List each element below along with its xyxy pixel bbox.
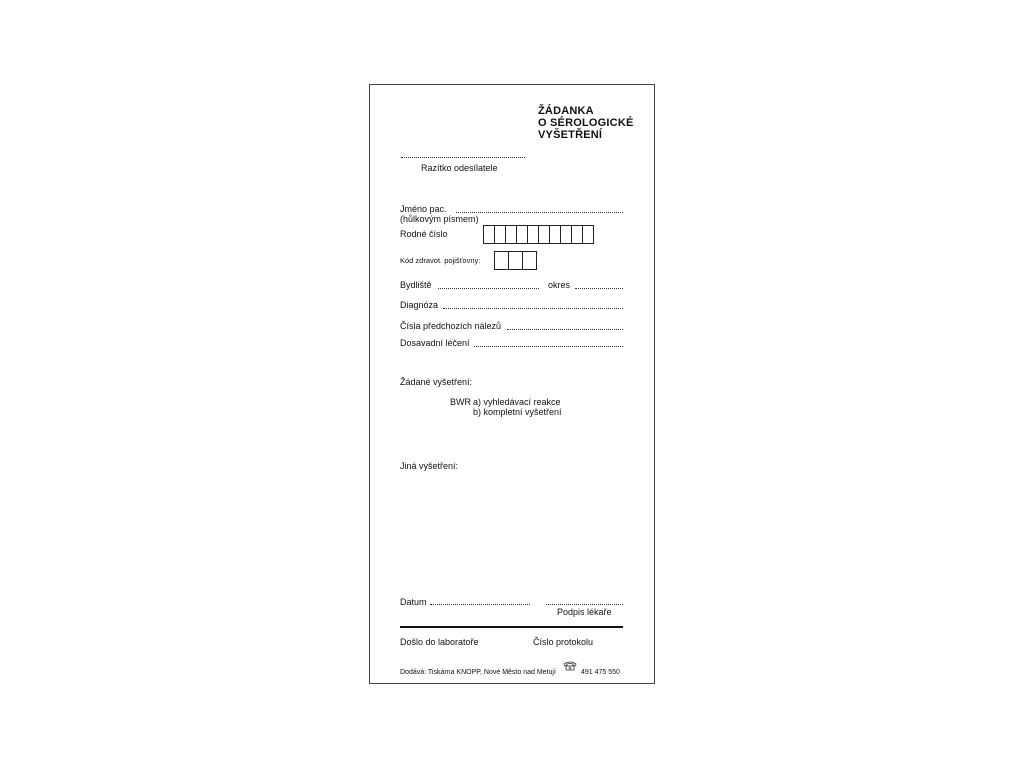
phone-number: 491 475 550 xyxy=(581,669,620,676)
serology-request-form xyxy=(369,84,655,684)
current-treatment-field[interactable] xyxy=(474,346,623,347)
bwr-option-a[interactable]: a) vyhledávací reakce xyxy=(473,397,561,407)
form-title-line-2: O SÉROLOGICKÉ xyxy=(538,117,634,129)
date-label: Datum xyxy=(400,597,427,607)
stamp-line xyxy=(401,157,525,158)
form-title xyxy=(538,105,634,141)
patient-name-hint: (hůlkovým písmem) xyxy=(400,214,479,224)
residence-field[interactable] xyxy=(438,288,539,289)
patient-name-label: Jméno pac. xyxy=(400,204,447,214)
lab-received-label: Došlo do laboratoře xyxy=(400,637,479,647)
previous-findings-field[interactable] xyxy=(507,329,623,330)
doctor-signature-field[interactable] xyxy=(546,604,623,605)
requested-exam-label: Žádané vyšetření: xyxy=(400,377,473,387)
form-title-line-3: VYŠETŘENÍ xyxy=(538,129,603,141)
diagnosis-field[interactable] xyxy=(443,308,623,309)
birth-number-label: Rodné číslo xyxy=(400,229,448,239)
digit-box[interactable] xyxy=(522,251,537,270)
form-title-line-1: ŽÁDANKA xyxy=(538,105,594,117)
date-field[interactable] xyxy=(430,604,530,605)
bwr-option-b[interactable]: b) kompletní vyšetření xyxy=(473,407,562,417)
digit-box[interactable] xyxy=(508,251,523,270)
phone-icon xyxy=(563,661,577,671)
digit-box[interactable] xyxy=(494,251,509,270)
birth-number-field[interactable] xyxy=(484,225,594,244)
district-field[interactable] xyxy=(575,288,623,289)
supplier-text: Dodává: Tiskárna KNOPP, Nové Město nad Metují xyxy=(400,669,556,676)
doctor-signature-label: Podpis lékaře xyxy=(557,607,612,617)
insurance-code-label: Kód zdravot. pojišťovny: xyxy=(400,256,481,265)
digit-box[interactable] xyxy=(582,225,594,244)
diagnosis-label: Diagnóza xyxy=(400,300,439,310)
current-treatment-label: Dosavadní léčení xyxy=(400,338,470,348)
section-divider xyxy=(400,626,623,628)
bwr-label: BWR xyxy=(450,397,471,407)
stamp-label: Razítko odesílatele xyxy=(421,163,498,173)
protocol-number-label: Číslo protokolu xyxy=(533,637,594,647)
other-exam-label: Jiná vyšetření: xyxy=(400,461,459,471)
residence-label: Bydliště xyxy=(400,280,432,290)
district-label: okres xyxy=(548,280,571,290)
previous-findings-label: Čísla předchozích nálezů xyxy=(400,321,502,331)
insurance-code-field[interactable] xyxy=(495,251,537,270)
patient-name-field[interactable] xyxy=(456,212,623,213)
